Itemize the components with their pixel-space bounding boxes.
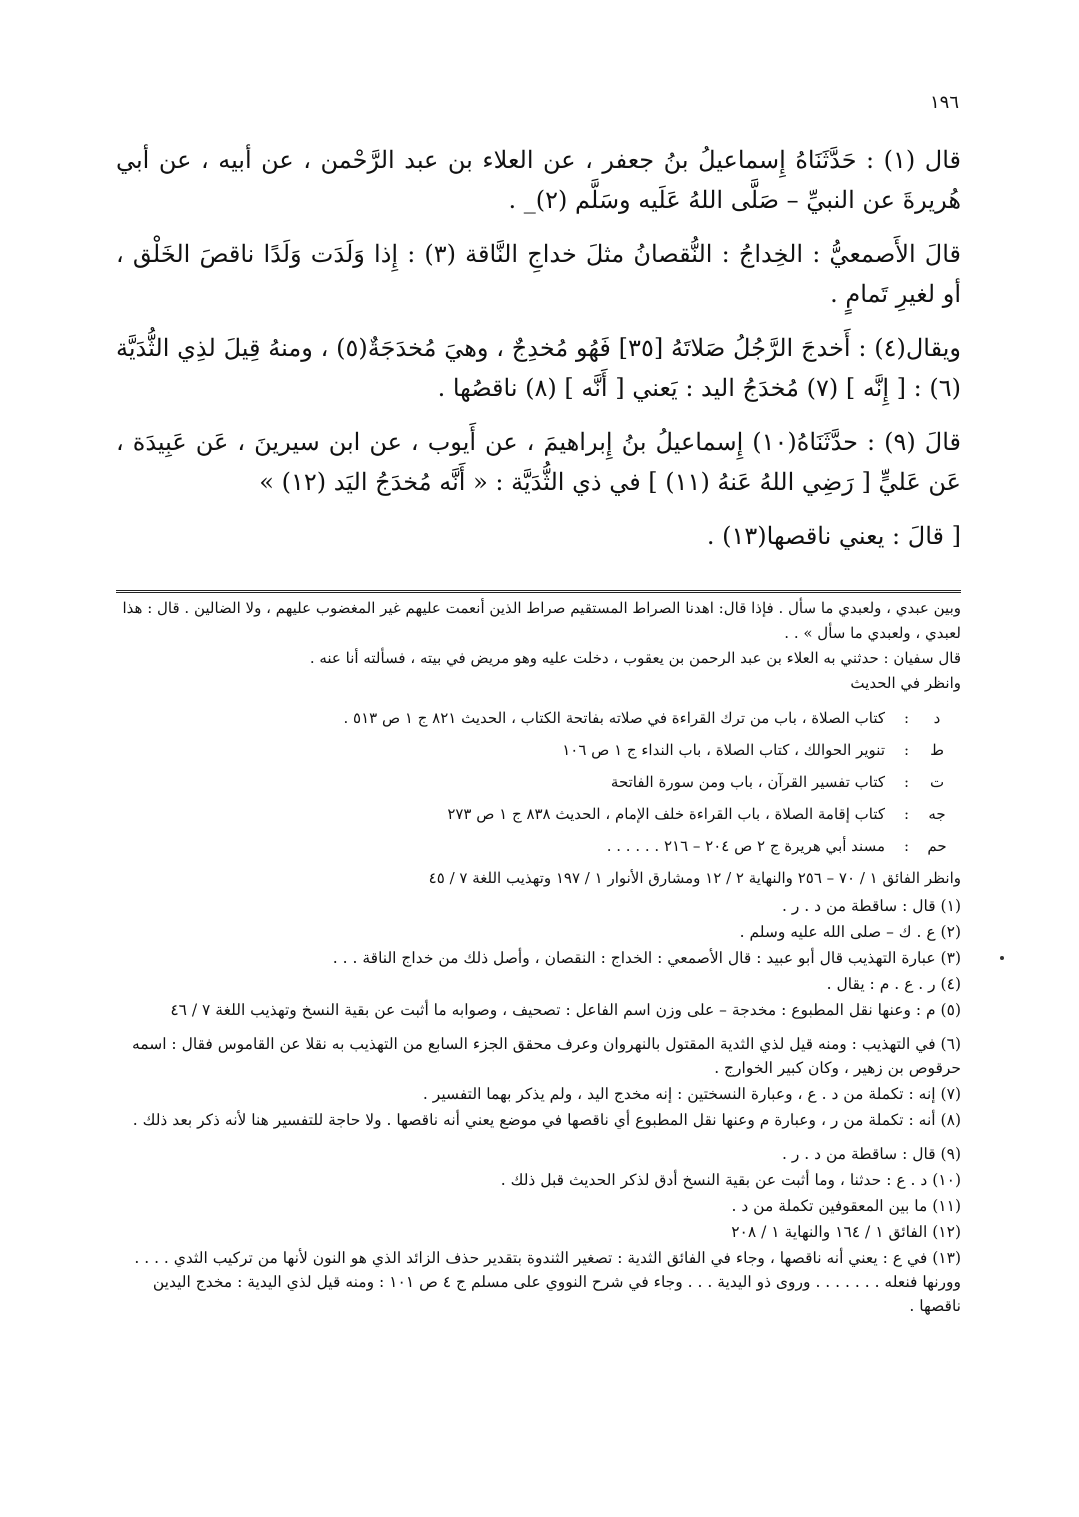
footnote <box>116 1246 961 1318</box>
main-paragraph: [ قالَ : يعني ناقصها(١٣) . <box>706 522 961 550</box>
footnote-text: ع . ك – صلى الله عليه وسلم . <box>739 923 936 941</box>
main-text <box>116 140 961 570</box>
footnote-number: (٥) <box>940 1001 961 1019</box>
footnote <box>116 1142 961 1166</box>
scan-speck <box>1000 956 1004 960</box>
footnote <box>116 894 961 918</box>
source-text: كتاب إقامة الصلاة ، باب القراءة خلف الإمام ، الحديث ٨٣٨ ج ١ ص ٢٧٣ <box>447 805 885 823</box>
source-code: حم <box>927 837 947 855</box>
reference-source-row <box>116 798 961 830</box>
footnote <box>116 946 961 970</box>
reference-sufyan: قال سفيان : حدثني به العلاء بن عبد الرحمن بن يعقوب ، دخلت عليه وهو مريض في بيته ، فسألته أنا عنه . <box>309 649 961 667</box>
footnote <box>116 998 961 1022</box>
footnote <box>116 1220 961 1244</box>
main-paragraph: قالَ الأَصمعيُّ : الخِداجُ : النُّقصانُ مثلَ خداجِ النَّاقة (٣) : إِذا وَلَدَت وَلَدًا ناقصَ الخَلْق ، أو لغيرِ تَمامٍ . <box>116 240 961 308</box>
footnote <box>116 1082 961 1106</box>
footnote <box>116 1194 961 1218</box>
footnote-text: م : وعنها نقل المطبوع : مخدجة – على وزن اسم الفاعل : تصحيف ، وصوابه ما أثبت عن بقية النسخ وتهذيب اللغة ٧ / ٤٦ <box>170 1001 936 1019</box>
source-colon: : <box>903 805 909 823</box>
footnote-text: إنه : تكملة من د . ع ، وعبارة النسختين : إنه مخدج اليد ، ولم يذكر بهما التفسير . <box>422 1085 936 1103</box>
footnote-text: د . ع : حدثنا ، وما أثبت عن بقية النسخ أدق لذكر الحديث قبل ذلك . <box>500 1171 928 1189</box>
footnote-number: (١٠) <box>932 1171 961 1189</box>
footnote-number: (٩) <box>940 1145 961 1163</box>
reference-source-row <box>116 766 961 798</box>
footnote <box>116 972 961 996</box>
footnote <box>116 1032 961 1080</box>
footnote-text: قال : ساقطة من د . ر . <box>782 897 936 915</box>
footnote-number: (٨) <box>940 1111 961 1129</box>
reference-sources-table <box>116 702 961 862</box>
footnote <box>116 920 961 944</box>
reference-source-row <box>116 734 961 766</box>
footnotes <box>116 894 961 1320</box>
footnote-number: (٢) <box>940 923 961 941</box>
source-code: ط <box>930 741 944 759</box>
source-colon: : <box>903 837 909 855</box>
footnote-text: في ع : يعني أنه ناقصها ، وجاء في الفائق الثدية : تصغير الثندوة بتقدير حذف الزائد الذي هو النون لأنها من تركيب الثدي . . . . وورنها فنعله . . . . . . . وروى ذو اليدية . . . وجاء في شرح النووي على مسلم ج ٤ ص ١٠١ : ومنه قيل لذي اليدية : مخدج اليدين ناقصها . <box>134 1249 961 1315</box>
main-paragraph: قالَ (٩) : حدَّثَنَاهُ(١٠) إِسماعيلُ بنُ إِبراهيمَ ، عن أَيوب ، عن ابن سيرينَ ، عَن عَبِيدَة ، عَن عَليٍّ [ رَضِي اللهُ عَنهُ (١١) ] في ذي الثُّدَيَّة : « أَنَّه مُخدَجُ اليَد (١٢) » <box>116 428 961 496</box>
footnote-divider <box>116 590 961 593</box>
footnote <box>116 1108 961 1132</box>
footnote-text: في التهذيب : ومنه قيل لذي الثدية المقتول بالنهروان وعرف محقق الجزء السابع من التهذيب به نقلا عن القاموس فقال : اسمه حرقوص بن زهير ، وكان كبير الخوارج . <box>131 1035 961 1077</box>
footnote-number: (٦) <box>940 1035 961 1053</box>
reference-see-also: وانظر الفائق ١ / ٧٠ – ٢٥٦ والنهاية ٢ / ١٢ ومشارق الأنوار ١ / ١٩٧ وتهذيب اللغة ٧ / ٤٥ <box>428 869 961 887</box>
source-colon: : <box>903 741 909 759</box>
reference-block <box>116 596 961 891</box>
page-number: ١٩٦ <box>929 92 959 113</box>
footnote-number: (٤) <box>940 975 961 993</box>
reference-continuation: وبين عبدي ، ولعبدي ما سأل . فإذا قال: اهدنا الصراط المستقيم صراط الذين أنعمت عليهم غير المغضوب عليهم ، ولا الضالين . قال : هذا لعبدي ، ولعبدي ما سأل » . . <box>122 599 961 642</box>
source-colon: : <box>903 709 909 727</box>
reference-source-row <box>116 830 961 862</box>
source-text: كتاب الصلاة ، باب من ترك القراءة في صلاته بفاتحة الكتاب ، الحديث ٨٢١ ج ١ ص ٥١٣ . <box>343 709 885 727</box>
source-text: تنوير الحوالك ، كتاب الصلاة ، باب النداء ج ١ ص ١٠٦ <box>562 741 885 759</box>
main-paragraph: ويقال(٤) : أَخدجَ الرَّجُلُ صَلاتَهُ [٣٥] فَهُو مُخدِجٌ ، وهيَ مُخدَجَةٌ(٥) ، ومنهُ قِيلَ لذِي الثُّدَيَّة (٦) : [ إِنَّه ] (٧) مُخدَجُ اليد : يَعني [ أَنَّه ] (٨) ناقصُها . <box>116 334 962 402</box>
source-code: جه <box>928 805 946 823</box>
reference-source-row <box>116 702 961 734</box>
footnote-number: (١١) <box>932 1197 961 1215</box>
footnote-number: (١٣) <box>932 1249 961 1267</box>
footnote-number: (٣) <box>940 949 961 967</box>
source-code: د <box>933 709 941 727</box>
footnote-number: (١) <box>940 897 961 915</box>
footnote-text: عبارة التهذيب قال أبو عبيد : قال الأصمعي : الخداج : النقصان ، وأصل ذلك من خداج الناقة . . . <box>332 949 936 967</box>
footnote-text: قال : ساقطة من د . ر . <box>782 1145 936 1163</box>
source-text: مسند أبي هريرة ج ٢ ص ٢٠٤ – ٢١٦ . . . . . . <box>606 837 885 855</box>
reference-look-label: وانظر في الحديث <box>850 674 961 692</box>
main-paragraph: قال (١) : حَدَّثَنَاهُ إِسماعيلُ بنُ جعفر ، عن العلاء بن عبد الرَّحْمن ، عن أبيه ، عن أبي هُريرةَ عن النبيِّ – صَلَّى اللهُ عَلَيه وسَلَّم (٢)_ . <box>116 146 961 214</box>
footnote-number: (٧) <box>940 1085 961 1103</box>
footnote-text: الفائق ١ / ١٦٤ والنهاية ١ / ٢٠٨ <box>731 1223 928 1241</box>
footnote <box>116 1168 961 1192</box>
footnote-number: (١٢) <box>932 1223 961 1241</box>
source-text: كتاب تفسير القرآن ، باب ومن سورة الفاتحة <box>610 773 885 791</box>
source-colon: : <box>903 773 909 791</box>
footnote-text: أنه : تكملة من ر ، وعبارة م وعنها نقل المطبوع أي ناقصها في موضع يعني أنه ناقصها . ولا حاجة للتفسير هنا لأنه ذكر بعد ذلك . <box>132 1111 936 1129</box>
source-code: ت <box>929 773 945 791</box>
footnote-text: ر . ع . م : يقال . <box>826 975 936 993</box>
footnote-text: ما بين المعقوفين تكملة من د . <box>731 1197 928 1215</box>
